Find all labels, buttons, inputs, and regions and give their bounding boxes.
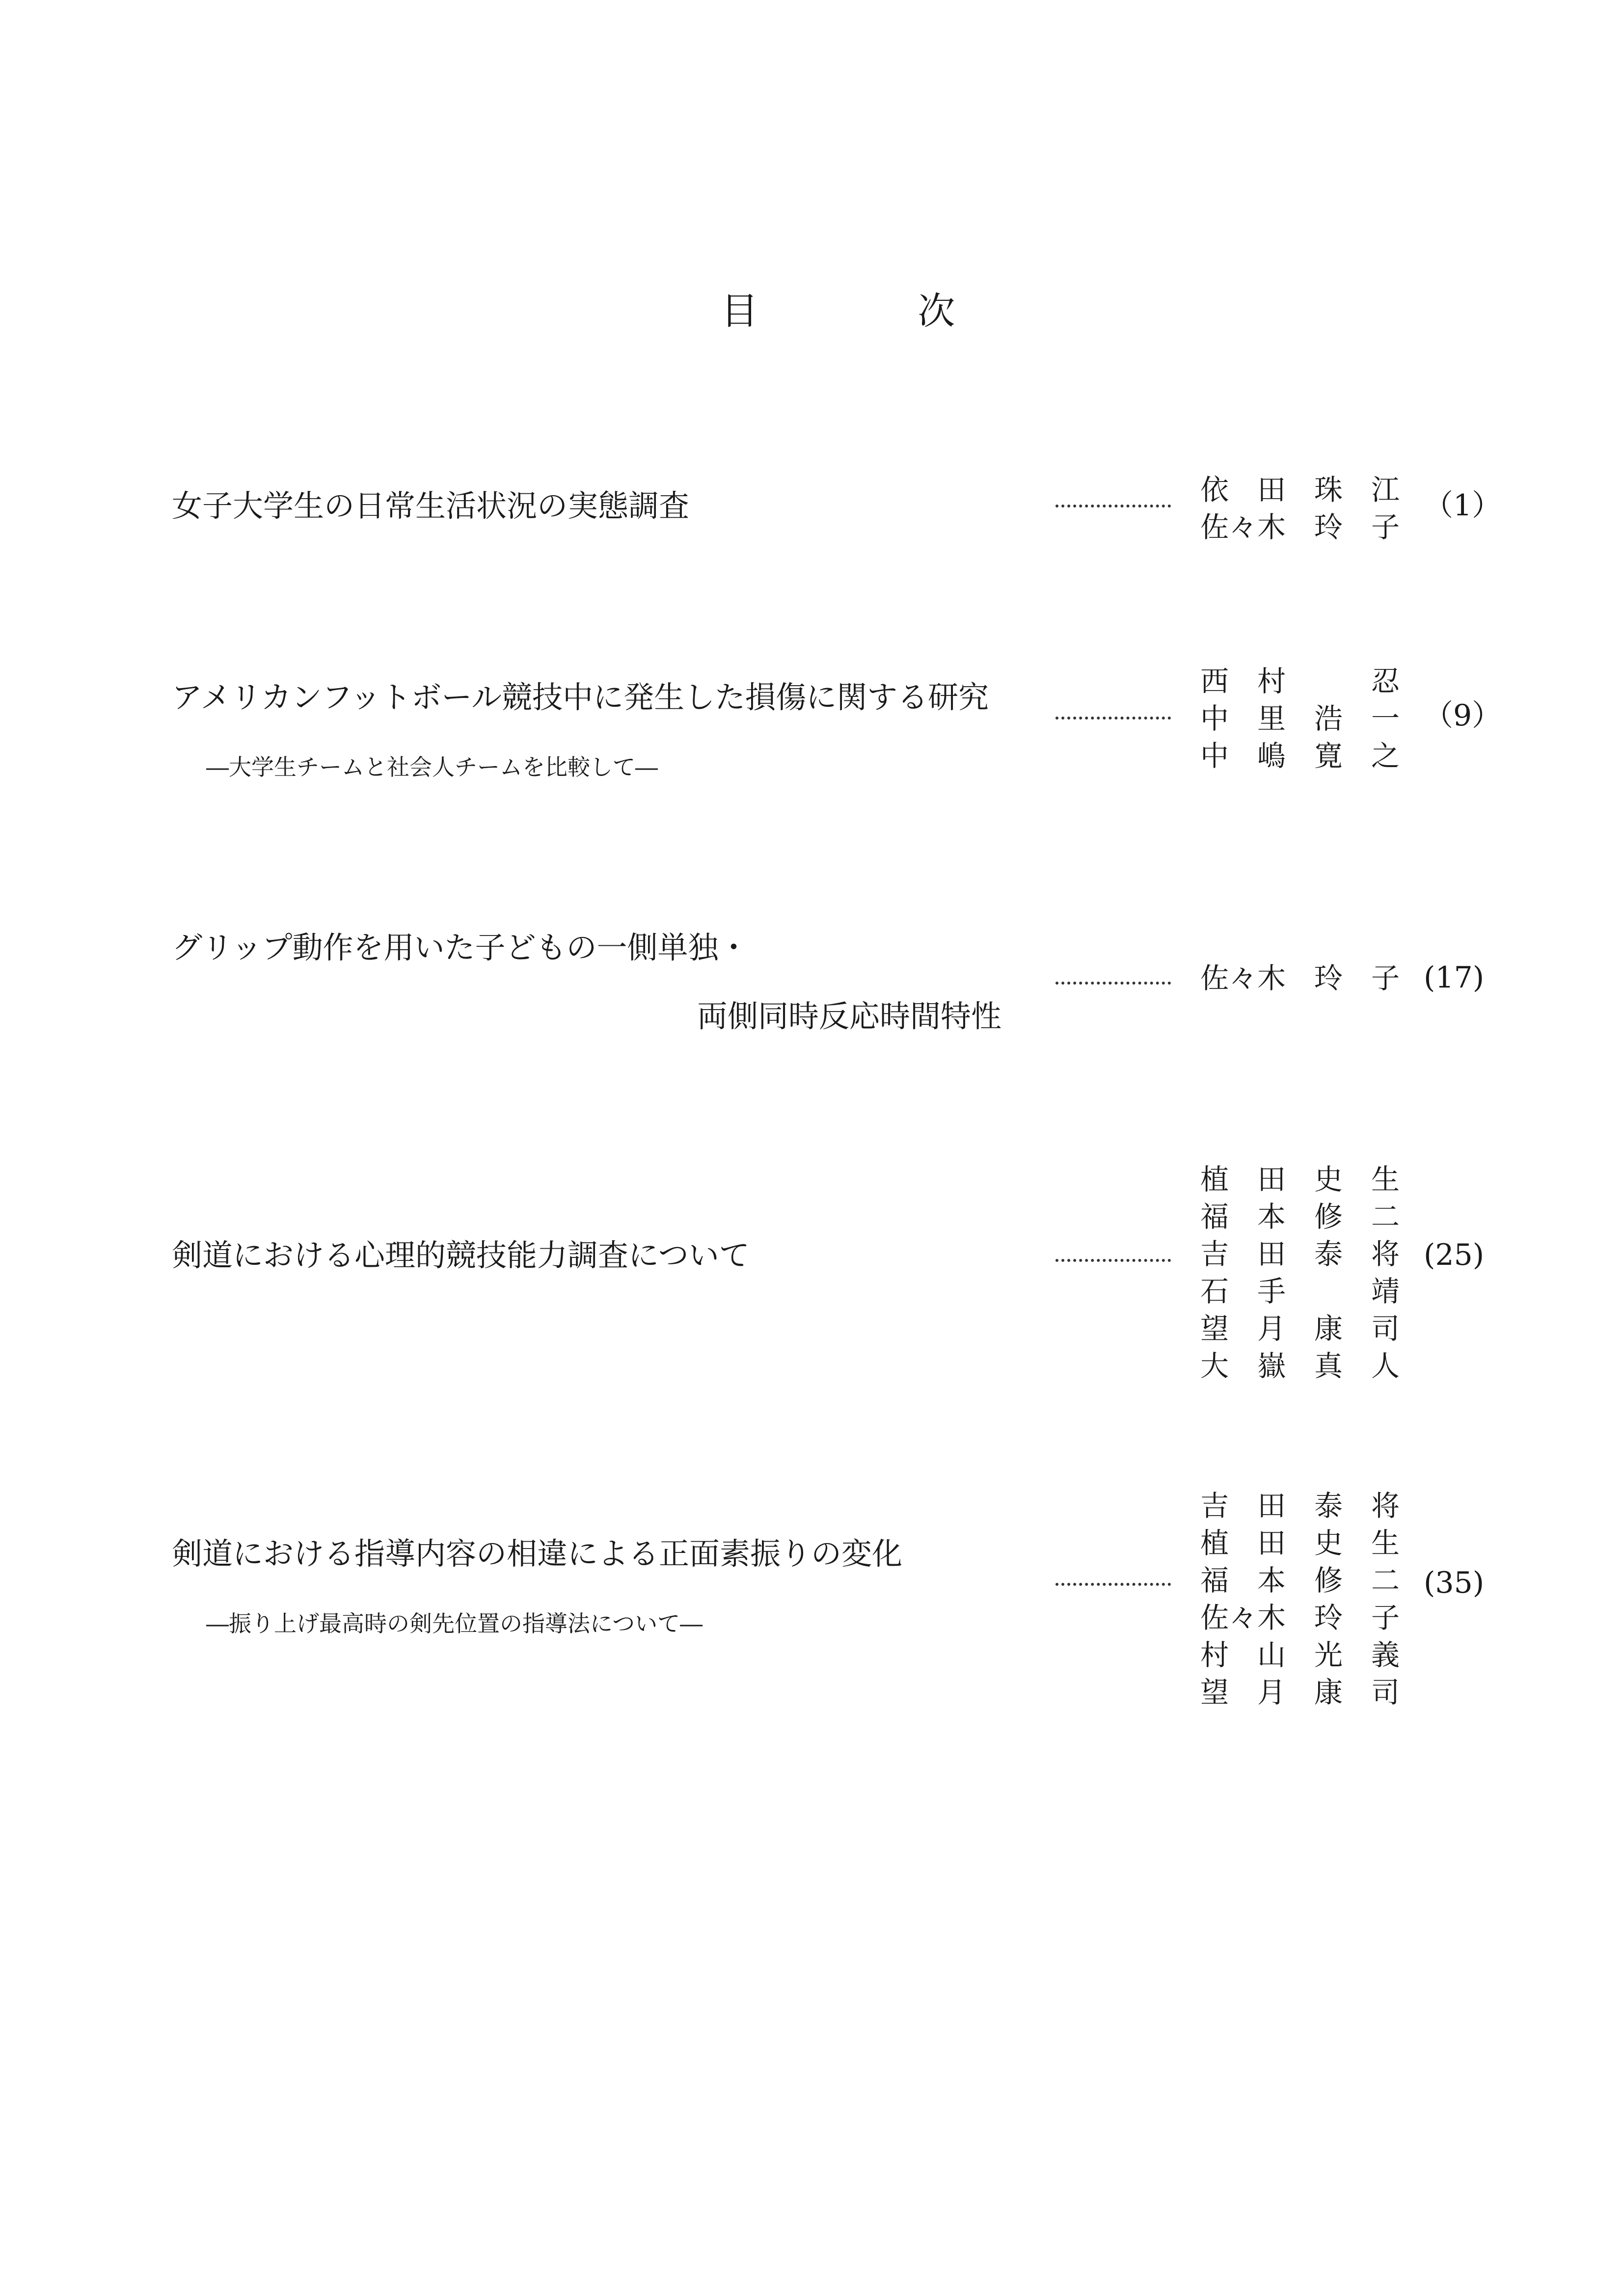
author-name: 大 嶽 真 人	[1200, 1349, 1400, 1383]
page-title	[697, 255, 955, 333]
entry-title: 女子大学生の日常生活状況の実態調査	[172, 488, 690, 524]
page-number: (17)	[1424, 961, 1485, 995]
author-name: 植 田 史 生	[1200, 1163, 1400, 1196]
dot-leader	[1055, 505, 1171, 507]
page-title-char-1: 目	[721, 289, 758, 333]
page-number: （1）	[1424, 488, 1502, 523]
author-name: 中 嶋 寛 之	[1200, 739, 1400, 773]
entry-title: 剣道における指導内容の相違による正面素振りの変化	[172, 1536, 903, 1572]
author-list	[1200, 1161, 1400, 1385]
author-name: 石 手 靖	[1200, 1275, 1400, 1308]
author-list	[1200, 471, 1400, 546]
author-name: 吉 田 泰 将	[1200, 1489, 1400, 1522]
page-number: (25)	[1424, 1238, 1485, 1272]
author-name: 佐々木 玲 子	[1200, 510, 1400, 544]
page-number: (35)	[1424, 1566, 1485, 1600]
author-name: 望 月 康 司	[1200, 1676, 1400, 1709]
author-name: 福 本 修 二	[1200, 1564, 1400, 1597]
page-number: （9）	[1424, 698, 1502, 733]
entry-title: アメリカンフットボール競技中に発生した損傷に関する研究	[172, 679, 989, 715]
author-name: 福 本 修 二	[1200, 1200, 1400, 1233]
author-name: 依 田 珠 江	[1200, 473, 1400, 507]
author-list	[1200, 960, 1400, 997]
entry-title-line2: 両側同時反応時間特性	[697, 998, 1002, 1034]
author-name: 佐々木 玲 子	[1200, 1601, 1400, 1634]
dot-leader	[1055, 1583, 1171, 1586]
entry-title: 剣道における心理的競技能力調査について	[172, 1237, 750, 1273]
dot-leader	[1055, 1259, 1171, 1262]
entry-subtitle: ―大学生チームと社会人チームを比較して―	[206, 754, 658, 780]
dot-leader	[1055, 717, 1171, 720]
author-name: 植 田 史 生	[1200, 1526, 1400, 1560]
author-name: 西 村 忍	[1200, 665, 1400, 698]
author-list	[1200, 1487, 1400, 1711]
author-name: 佐々木 玲 子	[1200, 961, 1400, 995]
author-name: 望 月 康 司	[1200, 1312, 1400, 1345]
entry-subtitle: ―振り上げ最高時の剣先位置の指導法について―	[206, 1610, 703, 1637]
author-name: 中 里 浩 一	[1200, 702, 1400, 735]
author-name: 村 山 光 義	[1200, 1638, 1400, 1672]
author-list	[1200, 663, 1400, 774]
author-name: 吉 田 泰 将	[1200, 1237, 1400, 1271]
page-title-char-2: 次	[918, 289, 955, 333]
dot-leader	[1055, 982, 1171, 985]
entry-title: グリップ動作を用いた子どもの一側単独・	[172, 930, 749, 965]
